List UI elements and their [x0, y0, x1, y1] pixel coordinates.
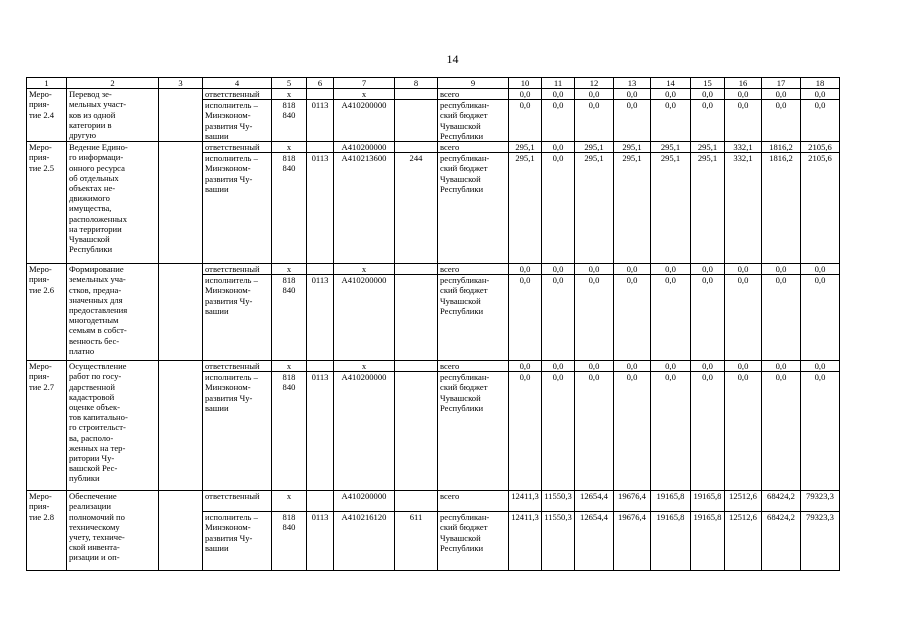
year-amount-budget: 79323,3 — [806, 512, 834, 523]
grbs-code-total: х — [272, 264, 306, 275]
year-amount — [762, 264, 801, 361]
executor-detail: исполнитель – Минэконом- развития Чу- вашии — [205, 100, 258, 141]
year-amount — [509, 491, 542, 571]
funding-source-detail: республикан- ский бюджет Чувашской Республики — [440, 512, 490, 553]
year-amount-total: 0,0 — [614, 264, 650, 275]
grbs-code-detail: 818 840 — [282, 512, 296, 533]
section-code — [307, 264, 334, 361]
activity-code — [27, 491, 67, 571]
expense-type — [395, 491, 438, 571]
column-number-row — [27, 78, 840, 89]
year-amount-budget: 0,0 — [552, 153, 564, 164]
year-amount — [542, 491, 575, 571]
executor-total: ответственный — [203, 264, 271, 275]
target-article-total: А410200000 — [334, 142, 394, 153]
target-article-detail: А410213600 — [341, 153, 387, 164]
year-amount-total: 19165,8 — [691, 491, 724, 512]
executor — [203, 491, 272, 571]
budget-table — [26, 77, 840, 571]
year-amount-total: 0,0 — [725, 89, 761, 100]
year-amount — [542, 142, 575, 264]
year-amount-total: 19165,8 — [651, 491, 690, 512]
column-number: 15 — [691, 78, 725, 89]
section-code-detail: 0113 — [311, 153, 329, 164]
year-amount — [614, 142, 651, 264]
year-amount-budget: 0,0 — [702, 372, 713, 383]
executor-total: ответственный — [203, 491, 271, 512]
year-amount — [542, 89, 575, 142]
funding-source — [438, 491, 509, 571]
activity-code — [27, 361, 67, 491]
year-amount — [725, 264, 762, 361]
year-amount-total: 0,0 — [725, 264, 761, 275]
year-amount-total: 0,0 — [651, 264, 690, 275]
year-amount-total: 0,0 — [542, 264, 574, 275]
year-amount — [801, 361, 840, 491]
target-article — [334, 89, 395, 142]
empty-cell — [159, 361, 203, 491]
year-amount — [509, 89, 542, 142]
year-amount — [614, 264, 651, 361]
activity-name — [67, 89, 159, 142]
activity-name — [67, 264, 159, 361]
section-code-total — [307, 142, 333, 153]
year-amount — [801, 142, 840, 264]
funding-source-total: всего — [438, 264, 508, 275]
year-amount-budget: 295,1 — [584, 153, 604, 164]
year-amount-budget: 12411,3 — [511, 512, 539, 523]
year-amount-budget: 0,0 — [775, 275, 787, 286]
year-amount — [509, 264, 542, 361]
year-amount-budget: 12512,6 — [729, 512, 757, 523]
year-amount-total: 0,0 — [651, 361, 690, 372]
expense-type-detail: 611 — [409, 512, 423, 523]
executor — [203, 142, 272, 264]
year-amount-total: 295,1 — [509, 142, 541, 153]
column-number: 8 — [395, 78, 438, 89]
target-article-total: х — [334, 361, 394, 372]
activity-code — [27, 264, 67, 361]
grbs-code-total: х — [272, 491, 306, 512]
column-number: 18 — [801, 78, 840, 89]
empty-cell — [159, 142, 203, 264]
year-amount — [509, 142, 542, 264]
year-amount-budget: 0,0 — [626, 275, 638, 286]
year-amount-total: 0,0 — [575, 361, 613, 372]
year-amount — [614, 361, 651, 491]
activity-name — [67, 142, 159, 264]
executor — [203, 361, 272, 491]
year-amount-budget: 1816,2 — [769, 153, 793, 164]
year-amount — [801, 264, 840, 361]
year-amount-total: 0,0 — [575, 264, 613, 275]
activity-name-text: Осуществление работ по госу- дарственной кадастровой оценке объек- тов капитально- го строительст- ва, располо- женных на тер- ритории Чу- вашской Рес- публики — [69, 361, 128, 484]
year-amount-budget: 19676,4 — [618, 512, 646, 523]
grbs-code-detail: 818 840 — [282, 275, 296, 296]
year-amount — [691, 361, 725, 491]
section-code — [307, 142, 334, 264]
year-amount — [651, 142, 691, 264]
grbs-code-detail: 818 840 — [282, 100, 296, 121]
funding-source — [438, 264, 509, 361]
target-article-total: А410200000 — [334, 491, 394, 512]
activity-code-text: Меро- прия- тие 2.8 — [29, 491, 55, 522]
year-amount-total: 0,0 — [614, 361, 650, 372]
funding-source — [438, 89, 509, 142]
year-amount — [575, 491, 614, 571]
expense-type-total — [395, 491, 437, 512]
year-amount-total: 0,0 — [762, 89, 800, 100]
activity-name-text: Перевод зе- мельных участ- ков из одной категории в другую — [69, 89, 127, 141]
section-code — [307, 361, 334, 491]
year-amount-budget: 0,0 — [626, 372, 638, 383]
grbs-code-detail: 818 840 — [282, 153, 296, 174]
grbs-code — [272, 264, 307, 361]
year-amount-total: 0,0 — [762, 264, 800, 275]
section-code-total — [307, 264, 333, 275]
year-amount-total: 0,0 — [691, 361, 724, 372]
year-amount-budget: 0,0 — [588, 372, 600, 383]
executor-detail: исполнитель – Минэконом- развития Чу- вашии — [205, 153, 258, 194]
year-amount — [762, 491, 801, 571]
expense-type — [395, 361, 438, 491]
year-amount — [651, 361, 691, 491]
year-amount — [691, 142, 725, 264]
funding-source-detail: республикан- ский бюджет Чувашской Республики — [440, 100, 490, 141]
year-amount-budget: 0,0 — [665, 275, 676, 286]
year-amount-total: 295,1 — [691, 142, 724, 153]
section-code-total — [307, 361, 333, 372]
funding-source-total: всего — [438, 491, 508, 512]
section-code — [307, 89, 334, 142]
year-amount-budget: 0,0 — [665, 372, 676, 383]
year-amount-budget: 0,0 — [814, 275, 826, 286]
table-row — [27, 264, 840, 361]
year-amount-total: 0,0 — [542, 361, 574, 372]
year-amount-budget: 0,0 — [552, 100, 564, 111]
column-number: 6 — [307, 78, 334, 89]
column-number: 16 — [725, 78, 762, 89]
activity-code — [27, 142, 67, 264]
year-amount-total: 295,1 — [575, 142, 613, 153]
activity-code-text: Меро- прия- тие 2.6 — [29, 264, 55, 295]
year-amount-budget: 19165,8 — [656, 512, 685, 523]
year-amount — [691, 89, 725, 142]
year-amount-total: 332,1 — [725, 142, 761, 153]
year-amount-total: 0,0 — [801, 89, 839, 100]
year-amount-total: 79323,3 — [801, 491, 839, 512]
expense-type-total — [395, 89, 437, 100]
year-amount-total: 0,0 — [542, 89, 574, 100]
year-amount-budget: 0,0 — [814, 100, 826, 111]
target-article-detail: А410200000 — [341, 275, 387, 286]
funding-source-total: всего — [438, 142, 508, 153]
year-amount — [762, 142, 801, 264]
empty-cell — [159, 491, 203, 571]
year-amount-budget: 0,0 — [702, 100, 713, 111]
year-amount-budget: 295,1 — [622, 153, 642, 164]
year-amount-budget: 0,0 — [814, 372, 826, 383]
activity-code — [27, 89, 67, 142]
year-amount — [651, 491, 691, 571]
year-amount-budget: 0,0 — [552, 275, 564, 286]
column-number: 5 — [272, 78, 307, 89]
empty-cell — [159, 89, 203, 142]
section-code — [307, 491, 334, 571]
activity-name-text: Обеспечение реализации полномочий по техническому учету, техниче- ской инвента- ризации и оп- — [69, 491, 125, 563]
year-amount-budget: 295,1 — [660, 153, 681, 164]
section-code-total — [307, 89, 333, 100]
column-number: 7 — [334, 78, 395, 89]
section-code-total — [307, 491, 333, 512]
year-amount-total: 0,0 — [575, 89, 613, 100]
executor-detail: исполнитель – Минэконом- развития Чу- вашии — [205, 512, 258, 553]
table-row — [27, 142, 840, 264]
expense-type-total — [395, 264, 437, 275]
year-amount-budget: 19165,8 — [693, 512, 722, 523]
executor-total: ответственный — [203, 361, 271, 372]
year-amount — [651, 264, 691, 361]
table-row — [27, 491, 840, 571]
column-number: 4 — [203, 78, 272, 89]
year-amount-budget: 0,0 — [552, 372, 564, 383]
executor — [203, 89, 272, 142]
year-amount-total: 0,0 — [509, 264, 541, 275]
target-article — [334, 491, 395, 571]
executor-total: ответственный — [203, 142, 271, 153]
year-amount-budget: 11550,3 — [544, 512, 572, 523]
expense-type — [395, 264, 438, 361]
year-amount — [691, 264, 725, 361]
target-article-detail: А410216120 — [341, 512, 387, 523]
section-code-detail: 0113 — [311, 275, 329, 286]
year-amount-total: 68424,2 — [762, 491, 800, 512]
activity-code-text: Меро- прия- тие 2.7 — [29, 361, 55, 392]
page-number: 14 — [446, 52, 459, 66]
year-amount — [575, 361, 614, 491]
activity-code-text: Меро- прия- тие 2.4 — [29, 89, 55, 120]
year-amount — [725, 89, 762, 142]
year-amount — [614, 89, 651, 142]
year-amount-budget: 0,0 — [519, 100, 531, 111]
year-amount-total: 0,0 — [725, 361, 761, 372]
target-article-detail: А410200000 — [341, 372, 387, 383]
year-amount — [725, 142, 762, 264]
year-amount — [762, 89, 801, 142]
expense-type — [395, 142, 438, 264]
target-article — [334, 361, 395, 491]
target-article-total: х — [334, 264, 394, 275]
expense-type-detail: 244 — [409, 153, 423, 164]
year-amount-budget: 0,0 — [737, 100, 749, 111]
activity-code-text: Меро- прия- тие 2.5 — [29, 142, 55, 173]
year-amount-total: 2105,6 — [801, 142, 839, 153]
year-amount-total: 0,0 — [614, 89, 650, 100]
activity-name-text: Ведение Едино- го информаци- онного ресурса об отдельных объектах не- движимого имущества, расположенных на территории Чувашской Республики — [69, 142, 128, 255]
column-number: 14 — [651, 78, 691, 89]
funding-source-detail: республикан- ский бюджет Чувашской Республики — [440, 153, 490, 194]
year-amount — [725, 361, 762, 491]
section-code-detail: 0113 — [311, 372, 329, 383]
column-number: 11 — [542, 78, 575, 89]
year-amount — [651, 89, 691, 142]
year-amount-total: 0,0 — [509, 89, 541, 100]
year-amount — [542, 361, 575, 491]
year-amount-budget: 12654,4 — [580, 512, 608, 523]
funding-source — [438, 361, 509, 491]
column-number: 3 — [159, 78, 203, 89]
year-amount-total: 12411,3 — [509, 491, 541, 512]
grbs-code — [272, 142, 307, 264]
expense-type — [395, 89, 438, 142]
year-amount-total: 0,0 — [801, 264, 839, 275]
column-number: 13 — [614, 78, 651, 89]
year-amount-total: 11550,3 — [542, 491, 574, 512]
expense-type-total — [395, 361, 437, 372]
grbs-code — [272, 361, 307, 491]
year-amount — [509, 361, 542, 491]
year-amount-budget: 0,0 — [519, 372, 531, 383]
column-number: 12 — [575, 78, 614, 89]
year-amount-total: 0,0 — [651, 89, 690, 100]
target-article — [334, 264, 395, 361]
target-article — [334, 142, 395, 264]
column-number: 17 — [762, 78, 801, 89]
activity-name-text: Формирование земельных уча- стков, предна- значенных для предоставления многодетным семьям в собст- венность бес- платно — [69, 264, 128, 356]
year-amount — [801, 89, 840, 142]
year-amount-budget: 0,0 — [775, 372, 787, 383]
year-amount-budget: 2105,6 — [808, 153, 832, 164]
year-amount-total: 12654,4 — [575, 491, 613, 512]
grbs-code — [272, 89, 307, 142]
year-amount-total: 1816,2 — [762, 142, 800, 153]
year-amount-total: 0,0 — [509, 361, 541, 372]
year-amount-total: 0,0 — [691, 89, 724, 100]
year-amount — [614, 491, 651, 571]
funding-source-total: всего — [438, 361, 508, 372]
activity-name — [67, 491, 159, 571]
year-amount-budget: 0,0 — [588, 100, 600, 111]
year-amount-budget: 295,1 — [697, 153, 718, 164]
year-amount — [762, 361, 801, 491]
activity-name — [67, 361, 159, 491]
year-amount — [801, 491, 840, 571]
funding-source — [438, 142, 509, 264]
year-amount-budget: 0,0 — [702, 275, 713, 286]
year-amount-budget: 0,0 — [519, 275, 531, 286]
year-amount-budget: 332,1 — [733, 153, 753, 164]
target-article-detail: А410200000 — [341, 100, 387, 111]
year-amount-budget: 0,0 — [626, 100, 638, 111]
year-amount — [575, 89, 614, 142]
funding-source-detail: республикан- ский бюджет Чувашской Республики — [440, 275, 490, 316]
year-amount-budget: 0,0 — [665, 100, 676, 111]
year-amount-budget: 0,0 — [737, 275, 749, 286]
section-code-detail: 0113 — [311, 512, 329, 523]
grbs-code-total: х — [272, 361, 306, 372]
column-number: 9 — [438, 78, 509, 89]
grbs-code — [272, 491, 307, 571]
table-row — [27, 89, 840, 142]
year-amount-total: 19676,4 — [614, 491, 650, 512]
year-amount-total: 0,0 — [691, 264, 724, 275]
year-amount-budget: 0,0 — [588, 275, 600, 286]
column-number: 2 — [67, 78, 159, 89]
year-amount-total: 0,0 — [762, 361, 800, 372]
year-amount — [691, 491, 725, 571]
grbs-code-total: х — [272, 89, 306, 100]
funding-source-detail: республикан- ский бюджет Чувашской Республики — [440, 372, 490, 413]
target-article-total: х — [334, 89, 394, 100]
year-amount — [542, 264, 575, 361]
column-number: 1 — [27, 78, 67, 89]
executor-detail: исполнитель – Минэконом- развития Чу- вашии — [205, 372, 258, 413]
year-amount-total: 12512,6 — [725, 491, 761, 512]
empty-cell — [159, 264, 203, 361]
year-amount — [575, 264, 614, 361]
executor — [203, 264, 272, 361]
section-code-detail: 0113 — [311, 100, 329, 111]
executor-total: ответственный — [203, 89, 271, 100]
year-amount-budget: 68424,2 — [767, 512, 795, 523]
year-amount-total: 295,1 — [651, 142, 690, 153]
funding-source-total: всего — [438, 89, 508, 100]
year-amount-budget: 295,1 — [515, 153, 535, 164]
executor-detail: исполнитель – Минэконом- развития Чу- вашии — [205, 275, 258, 316]
year-amount — [575, 142, 614, 264]
year-amount — [725, 491, 762, 571]
grbs-code-detail: 818 840 — [282, 372, 296, 393]
grbs-code-total: х — [272, 142, 306, 153]
table-row — [27, 361, 840, 491]
year-amount-total: 0,0 — [542, 142, 574, 153]
column-number: 10 — [509, 78, 542, 89]
year-amount-budget: 0,0 — [775, 100, 787, 111]
year-amount-total: 0,0 — [801, 361, 839, 372]
expense-type-total — [395, 142, 437, 153]
year-amount-total: 295,1 — [614, 142, 650, 153]
year-amount-budget: 0,0 — [737, 372, 749, 383]
